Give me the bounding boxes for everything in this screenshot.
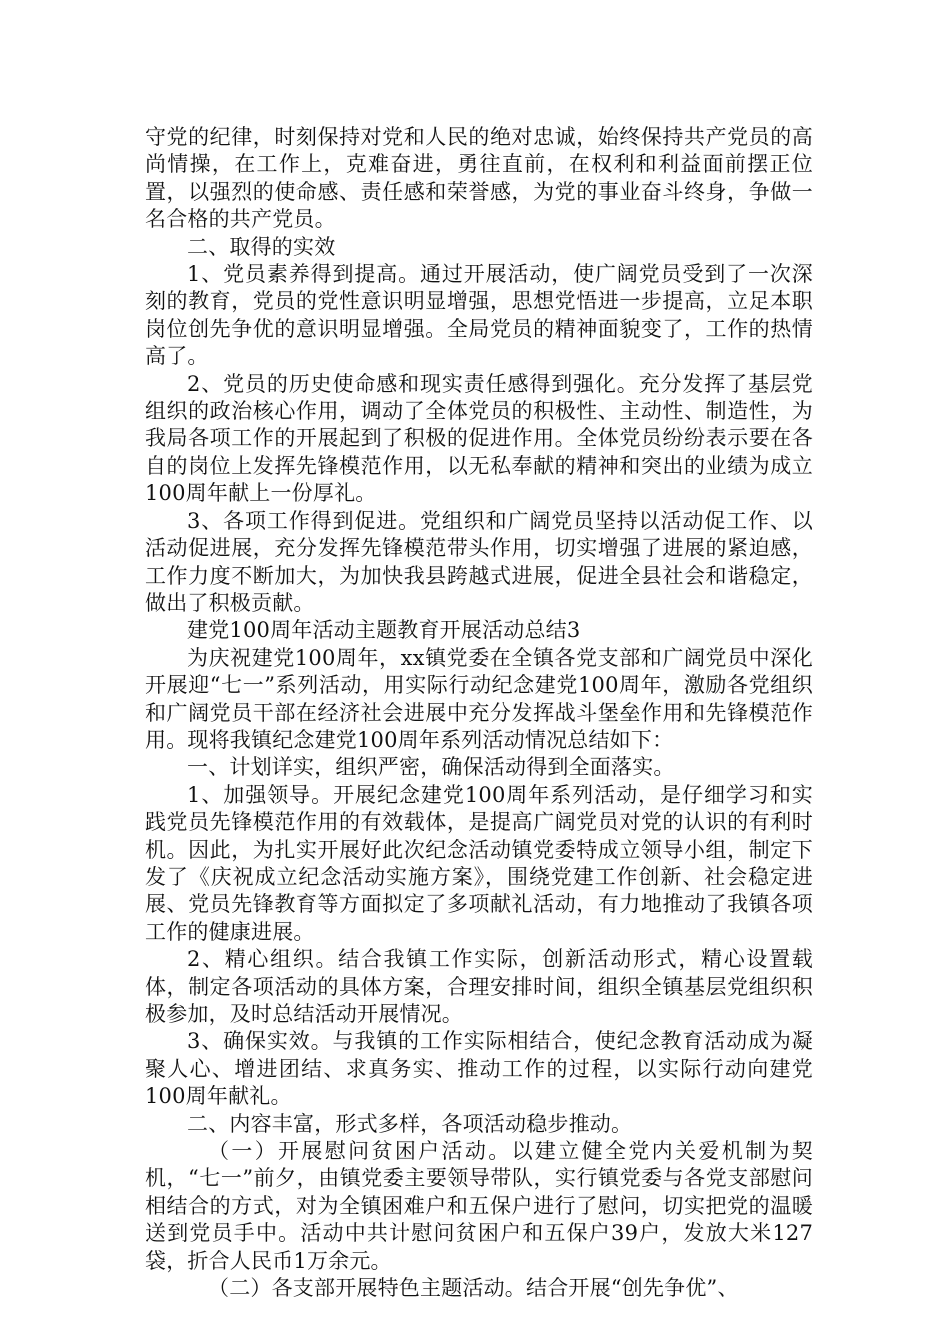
paragraph-results-2: 2、党员的历史使命感和现实责任感得到强化。充分发挥了基层党组织的政治核心作用，调动了全体党员的积极性、主动性、制造性，为我局各项工作的开展起到了积极的促进作用。全体党员纷纷表示要在各自的岗位上发挥先锋模范作用，以无私奉献的精神和突出的业绩为成立100周年献上一份厚礼。: [145, 371, 813, 506]
paragraph-1: 守党的纪律，时刻保持对党和人民的绝对忠诚，始终保持共产党员的高尚情操，在工作上，克难奋进，勇往直前，在权利和利益面前摆正位置，以强烈的使命感、责任感和荣誉感，为党的事业奋斗终身，争做一名合格的共产党员。: [145, 125, 813, 232]
paragraph-content-2: （二）各支部开展特色主题活动。结合开展“创先争优”、: [208, 1276, 739, 1301]
paragraph-content-1: （一）开展慰问贫困户活动。以建立健全党内关爱机制为契机，“七一”前夕，由镇党委主要领导带队，实行镇党委与各党支部慰问相结合的方式，对为全镇困难户和五保户进行了慰问，切实把党的温暖送到党员手中。活动中共计慰问贫困户和五保户39户，发放大米127袋，折合人民币1万余元。: [145, 1139, 813, 1273]
document-body: [145, 124, 813, 1302]
paragraph-plan-1: 1、加强领导。开展纪念建党100周年系列活动，是仔细学习和实践党员先锋模范作用的有效载体，是提高广阔党员对党的认识的有利时机。因此，为扎实开展好此次纪念活动镇党委特成立领导小组，制定下发了《庆祝成立纪念活动实施方案》，围绕党建工作创新、社会稳定进展、党员先锋教育等方面拟定了多项献礼活动，有力地推动了我镇各项工作的健康进展。: [145, 782, 813, 944]
section-heading-content: 二、内容丰富，形式多样，各项活动稳步推动。: [187, 1111, 633, 1136]
paragraph-plan-2: 2、精心组织。结合我镇工作实际，创新活动形式，精心设置载体，制定各项活动的具体方案，合理安排时间，组织全镇基层党组织积极参加，及时总结活动开展情况。: [145, 947, 813, 1026]
summary-3-title: 建党100周年活动主题教育开展活动总结3: [187, 618, 581, 643]
paragraph-results-1: 1、党员素养得到提高。通过开展活动，使广阔党员受到了一次深刻的教育，党员的党性意识明显增强，思想党悟进一步提高，立足本职岗位创先争优的意识明显增强。全局党员的精神面貌变了，工作的热情高了。: [145, 262, 813, 369]
section-heading-results: 二、取得的实效: [187, 234, 336, 259]
paragraph-plan-3: 3、确保实效。与我镇的工作实际相结合，使纪念教育活动成为凝聚人心、增进团结、求真务实、推动工作的过程，以实际行动向建党100周年献礼。: [145, 1029, 813, 1109]
paragraph-results-3: 3、各项工作得到促进。党组织和广阔党员坚持以活动促工作、以活动促进展，充分发挥先锋模范带头作用，切实增强了进展的紧迫感，工作力度不断加大，为加快我县跨越式进展，促进全县社会和谐稳定，做出了积极贡献。: [145, 508, 813, 615]
summary-3-intro: 为庆祝建党100周年，xx镇党委在全镇各党支部和广阔党员中深化开展迎“七一”系列活动，用实际行动纪念建党100周年，激励各党组织和广阔党员干部在经济社会进展中充分发挥战斗堡垒作用和先锋模范作用。现将我镇纪念建党100周年系列活动情况总结如下：: [145, 645, 813, 752]
section-heading-plan: 一、计划详实，组织严密，确保活动得到全面落实。: [187, 755, 675, 780]
